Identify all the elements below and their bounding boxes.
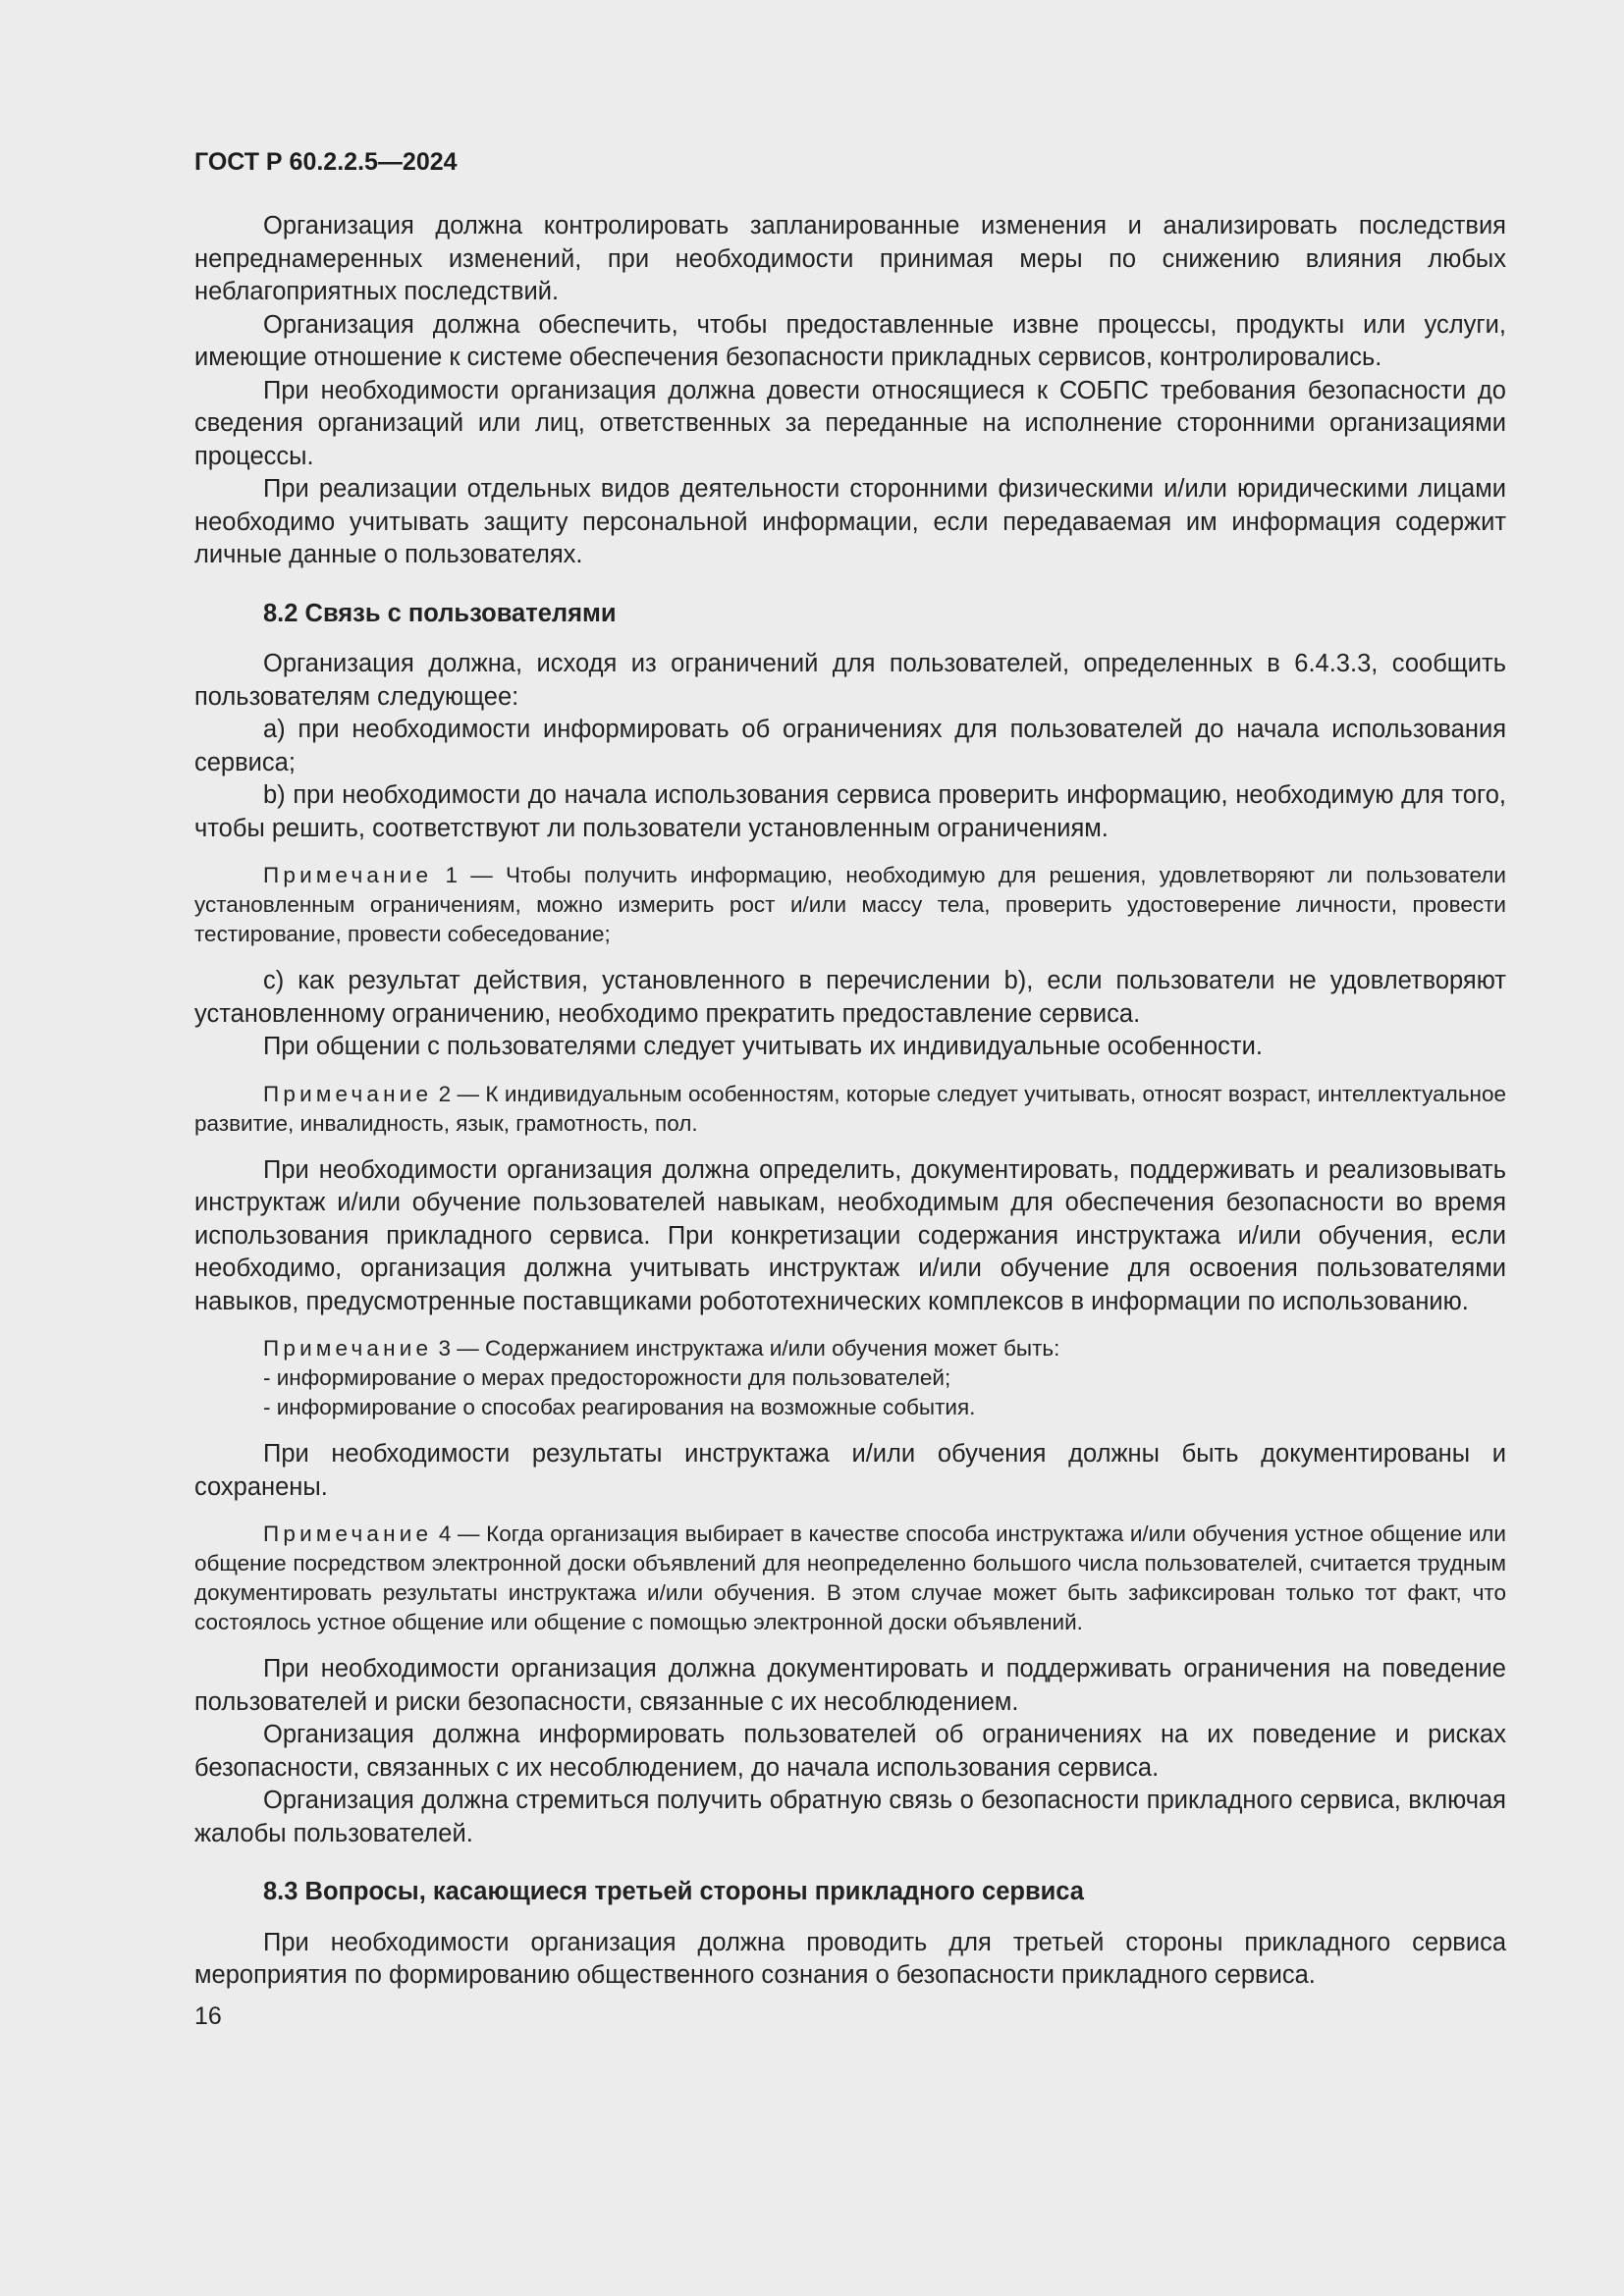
- document-page: [194, 145, 1506, 2033]
- note-3-item: - информирование о способах реагирования на возможные события.: [263, 1395, 976, 1419]
- paragraph-behavior-restrictions: При необходимости организация должна документировать и поддерживать ограничения на поведение пользователей и риски безопасности, связанные с их несоблюдением.: [194, 1655, 1506, 1716]
- note-3-text: 3 — Содержанием инструктажа и/или обучения может быть:: [432, 1336, 1060, 1361]
- note-1: [194, 861, 1506, 949]
- list-item-b: b) при необходимости до начала использования сервиса проверить информацию, необходимую для того, чтобы решить, соответствуют ли пользователи установленным ограничениям.: [194, 781, 1506, 842]
- list-item-c: c) как результат действия, установленного в перечислении b), если пользователи не удовлетворяют установленному ограничению, необходимо прекратить предоставление сервиса.: [194, 967, 1506, 1028]
- section-heading-8-3: 8.3 Вопросы, касающиеся третьей стороны прикладного сервиса: [263, 1878, 1084, 1905]
- note-3-label: Примечание: [263, 1336, 433, 1361]
- note-3: [194, 1334, 1506, 1422]
- paragraph-external-processes: Организация должна обеспечить, чтобы предоставленные извне процессы, продукты или услуги, имеющие отношение к системе обеспечения безопасности прикладных сервисов, контролировались.: [194, 310, 1506, 371]
- note-1-text: 1 — Чтобы получить информацию, необходимую для решения, удовлетворяют ли пользователи установленным ограничениям, можно измерить рост и/или массу тела, проверить удостоверение личности, провести тестирование, провести собеседование;: [194, 863, 1506, 946]
- paragraph-changes-control: Организация должна контролировать запланированные изменения и анализировать последствия непреднамеренных изменений, при необходимости принимая меры по снижению влияния любых неблагоприятных последствий.: [194, 212, 1506, 305]
- paragraph-user-communication-intro: Организация должна, исходя из ограничений для пользователей, определенных в 6.4.3.3, сообщить пользователям следующее:: [194, 650, 1506, 711]
- note-4: [194, 1520, 1506, 1637]
- paragraph-inform-users: Организация должна информировать пользователей об ограничениях на их поведение и рисках безопасности, связанных с их несоблюдением, до начала использования сервиса.: [194, 1721, 1506, 1782]
- document-code-header: ГОСТ Р 60.2.2.5—2024: [194, 148, 458, 176]
- paragraph-personal-data: При реализации отдельных видов деятельности сторонними физическими и/или юридическими лицами необходимо учитывать защиту персональной информации, если передаваемая им информация содержит личные данные о пользователях.: [194, 475, 1506, 568]
- section-heading-8-2: 8.2 Связь с пользователями: [263, 599, 617, 627]
- paragraph-feedback: Организация должна стремиться получить обратную связь о безопасности прикладного сервиса, включая жалобы пользователей.: [194, 1787, 1506, 1847]
- note-2: [194, 1080, 1506, 1139]
- paragraph-requirements-communication: При необходимости организация должна довести относящиеся к СОБПС требования безопасности до сведения организаций или лиц, ответственных за переданные на исполнение сторонними организациями процессы.: [194, 376, 1506, 470]
- paragraph-third-party: При необходимости организация должна проводить для третьей стороны прикладного сервиса мероприятия по формированию общественного сознания о безопасности прикладного сервиса.: [194, 1928, 1506, 1989]
- paragraph-training: При необходимости организация должна определить, документировать, поддерживать и реализовывать инструктаж и/или обучение пользователей навыкам, необходимым для обеспечения безопасности во время использования прикладного сервиса. При конкретизации содержания инструктажа и/или обучения, если необходимо, организация должна учитывать инструктаж и/или обучение для освоения пользователями навыков, предусмотренные поставщиками робототехнических комплексов в информации по использованию.: [194, 1155, 1506, 1315]
- paragraph-individual-features: При общении с пользователями следует учитывать их индивидуальные особенности.: [263, 1033, 1263, 1060]
- paragraph-training-results: При необходимости результаты инструктажа и/или обучения должны быть документированы и сохранены.: [194, 1440, 1506, 1501]
- note-2-label: Примечание: [263, 1081, 433, 1106]
- note-2-text: 2 — К индивидуальным особенностям, которые следует учитывать, относят возраст, интеллектуальное развитие, инвалидность, язык, грамотность, пол.: [194, 1081, 1506, 1136]
- note-4-text: 4 — Когда организация выбирает в качестве способа инструктажа и/или обучения устное общение или общение посредством электронной доски объявлений для неопределенно большого числа пользователей, считается трудным документировать результаты инструктажа и/или обучения. В этом случае может быть зафиксирован только тот факт, что состоялось устное общение или общение с помощью электронной доски объявлений.: [194, 1522, 1506, 1634]
- page-number: 16: [194, 2002, 222, 2030]
- list-item-a: a) при необходимости информировать об ограничениях для пользователей до начала использования сервиса;: [194, 716, 1506, 776]
- note-4-label: Примечание: [263, 1522, 433, 1546]
- note-3-item: - информирование о мерах предосторожности для пользователей;: [263, 1365, 951, 1390]
- note-1-label: Примечание: [263, 863, 433, 887]
